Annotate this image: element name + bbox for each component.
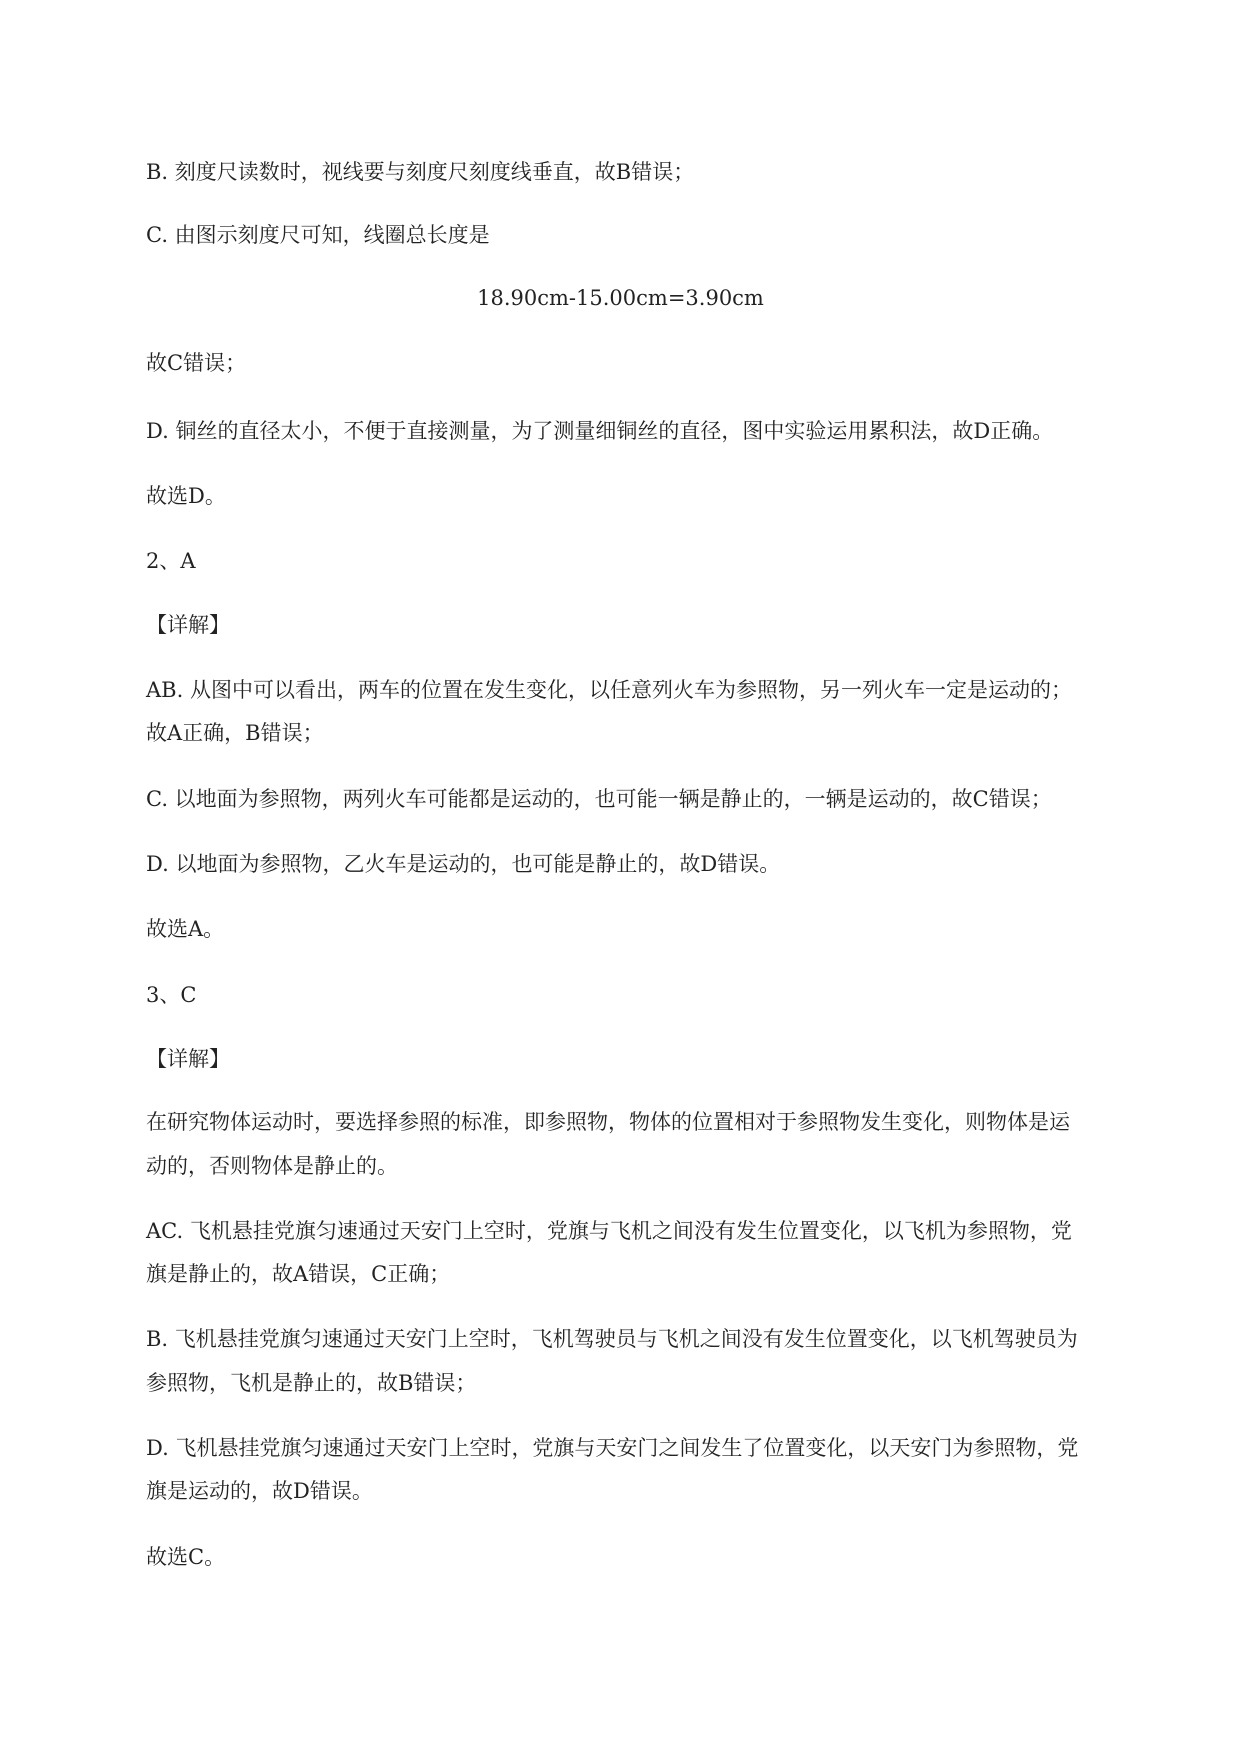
question-number: 3、C	[146, 983, 197, 1007]
text-line: C. 由图示刻度尺可知，线圈总长度是	[146, 223, 490, 247]
text-line: 旗是静止的，故A错误，C正确；	[146, 1262, 451, 1286]
text-line: D. 以地面为参照物，乙火车是运动的，也可能是静止的，故D错误。	[146, 852, 781, 876]
text-line: 参照物，飞机是静止的，故B错误；	[146, 1371, 477, 1395]
text-line: D. 铜丝的直径太小，不便于直接测量，为了测量细铜丝的直径，图中实验运用累积法，故D正确。	[146, 419, 1054, 443]
text-line: B. 刻度尺读数时，视线要与刻度尺刻度线垂直，故B错误；	[146, 160, 695, 184]
text-line: AC. 飞机悬挂党旗匀速通过天安门上空时，党旗与飞机之间没有发生位置变化，以飞机为参照物，党	[146, 1219, 1072, 1243]
section-heading: 【详解】	[146, 613, 230, 637]
text-line: AB. 从图中可以看出，两车的位置在发生变化，以任意列火车为参照物，另一列火车一定是运动的；	[146, 678, 1072, 702]
text-line: 故选A。	[146, 917, 225, 941]
text-line: 故C错误；	[146, 351, 247, 375]
text-line: C. 以地面为参照物，两列火车可能都是运动的，也可能一辆是静止的，一辆是运动的，故C错误；	[146, 787, 1052, 811]
section-heading: 【详解】	[146, 1047, 230, 1071]
text-line: 故选C。	[146, 1545, 226, 1569]
text-line: B. 飞机悬挂党旗匀速通过天安门上空时，飞机驾驶员与飞机之间没有发生位置变化，以飞机驾驶员为	[146, 1327, 1078, 1351]
text-line: 在研究物体运动时，要选择参照的标准，即参照物，物体的位置相对于参照物发生变化，则物体是运	[146, 1110, 1070, 1134]
text-line: 动的，否则物体是静止的。	[146, 1154, 398, 1178]
question-number: 2、A	[146, 549, 196, 573]
text-line: 故A正确，B错误；	[146, 721, 324, 745]
text-line: 故选D。	[146, 484, 226, 508]
equation: 18.90cm-15.00cm=3.90cm	[477, 286, 764, 310]
text-line: 旗是运动的，故D错误。	[146, 1479, 373, 1503]
text-line: D. 飞机悬挂党旗匀速通过天安门上空时，党旗与天安门之间发生了位置变化，以天安门为参照物，党	[146, 1436, 1079, 1460]
